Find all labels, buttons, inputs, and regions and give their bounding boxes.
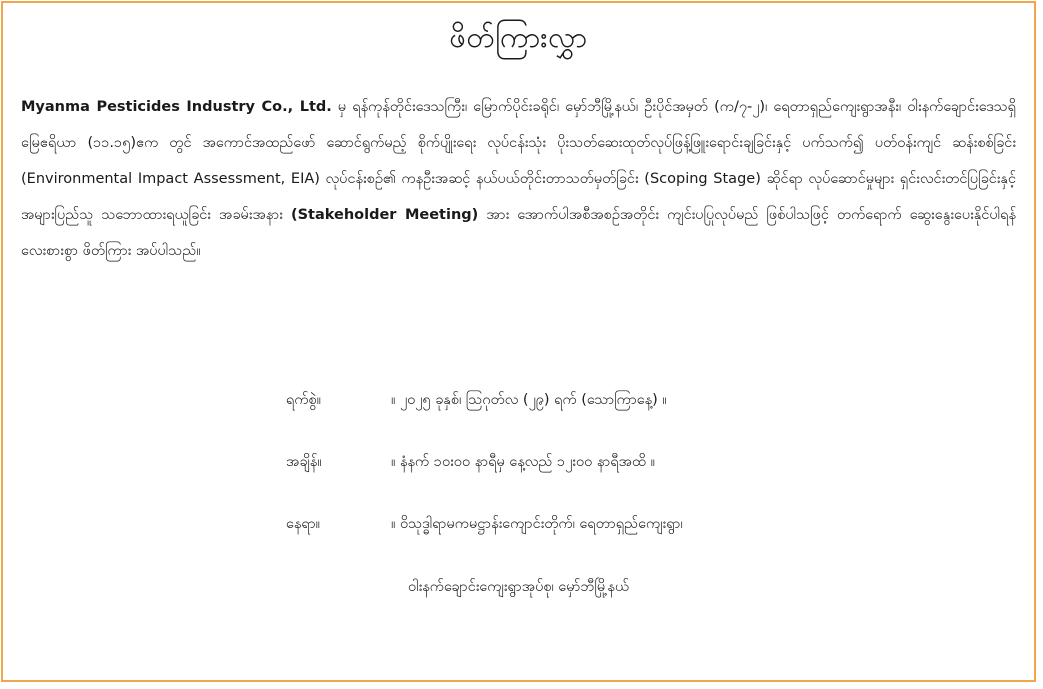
venue-label: နေရာ။ — [286, 516, 321, 532]
time-label: အချိန်။ — [286, 454, 322, 470]
date-value: ။ ၂၀၂၅ ခုနှစ်၊ ဩဂုတ်လ (၂၉) ရက် (သောကြာနေ့) ။ — [391, 392, 667, 408]
date-label: ရက်စွဲ။ — [286, 392, 322, 408]
time-value: ။ နံနက် ၁၀း၀၀ နာရီမှ နေ့လည် ၁၂း၀၀ နာရီအထိ ။ — [391, 454, 656, 470]
venue-address-line-2: ဝါးနက်ချောင်းကျေးရွာအုပ်စု၊ မှော်ဘီမြို့နယ် — [407, 579, 630, 595]
body-part-2: အား အောက်ပါအစီအစဉ်အတိုင်း ကျင်းပပြုလုပ်မည် ဖြစ်ပါသဖြင့် တက်ရောက် ဆွေးနွေးပေးနိုင်ပါရန် လေးစားစွာ ဖိတ်ကြား အပ်ပါသည်။ — [21, 207, 1017, 259]
notice-frame — [1, 1, 1036, 682]
notice-title: ဖိတ်ကြားလွှာ — [449, 20, 588, 54]
stakeholder-meeting-label: (Stakeholder Meeting) — [290, 207, 479, 223]
body-part-1: မှ ရန်ကုန်တိုင်းဒေသကြီး၊ မြောက်ပိုင်းခရိုင်၊ မှော်ဘီမြို့နယ်၊ ဦးပိုင်အမှတ် (က/၇-၂)၊ ရေတာရှည်ကျေးရွာအနီး၊ ဝါးနက်ချောင်းဒေသရှိ မြေဧရိယာ (၁၁.၁၅)ဧက တွင် အကောင်အထည်ဖော် ဆောင်ရွက်မည့် စိုက်ပျိုးရေး လုပ်ငန်းသုံး ပိုးသတ်ဆေးထုတ်လုပ်ဖြန့်ဖြူးရောင်းချခြင်းနှင့် ပက်သက်၍ ပတ်ဝန်းကျင် ဆန်းစစ်ခြင်း (Environmental Impact Assessment, EIA) လုပ်ငန်းစဉ်၏ ကနဦးအဆင့် နယ်ပယ်တိုင်းတာသတ်မှတ်ခြင်း (Scoping Stage) ဆိုင်ရာ လုပ်ဆောင်မှုများ ရှင်းလင်းတင်ပြခြင်းနှင့် အများပြည်သူ သဘောထားရယူခြင်း အခမ်းအနား — [21, 99, 1016, 223]
company-name: Myanma Pesticides Industry Co., Ltd. — [21, 99, 332, 115]
notice-body — [21, 89, 1016, 269]
venue-value: ။ ဝိသုဒ္ဓါရာမကမဋ္ဌာန်းကျောင်းတိုက်၊ ရေတာရှည်ကျေးရွာ၊ — [391, 516, 683, 532]
